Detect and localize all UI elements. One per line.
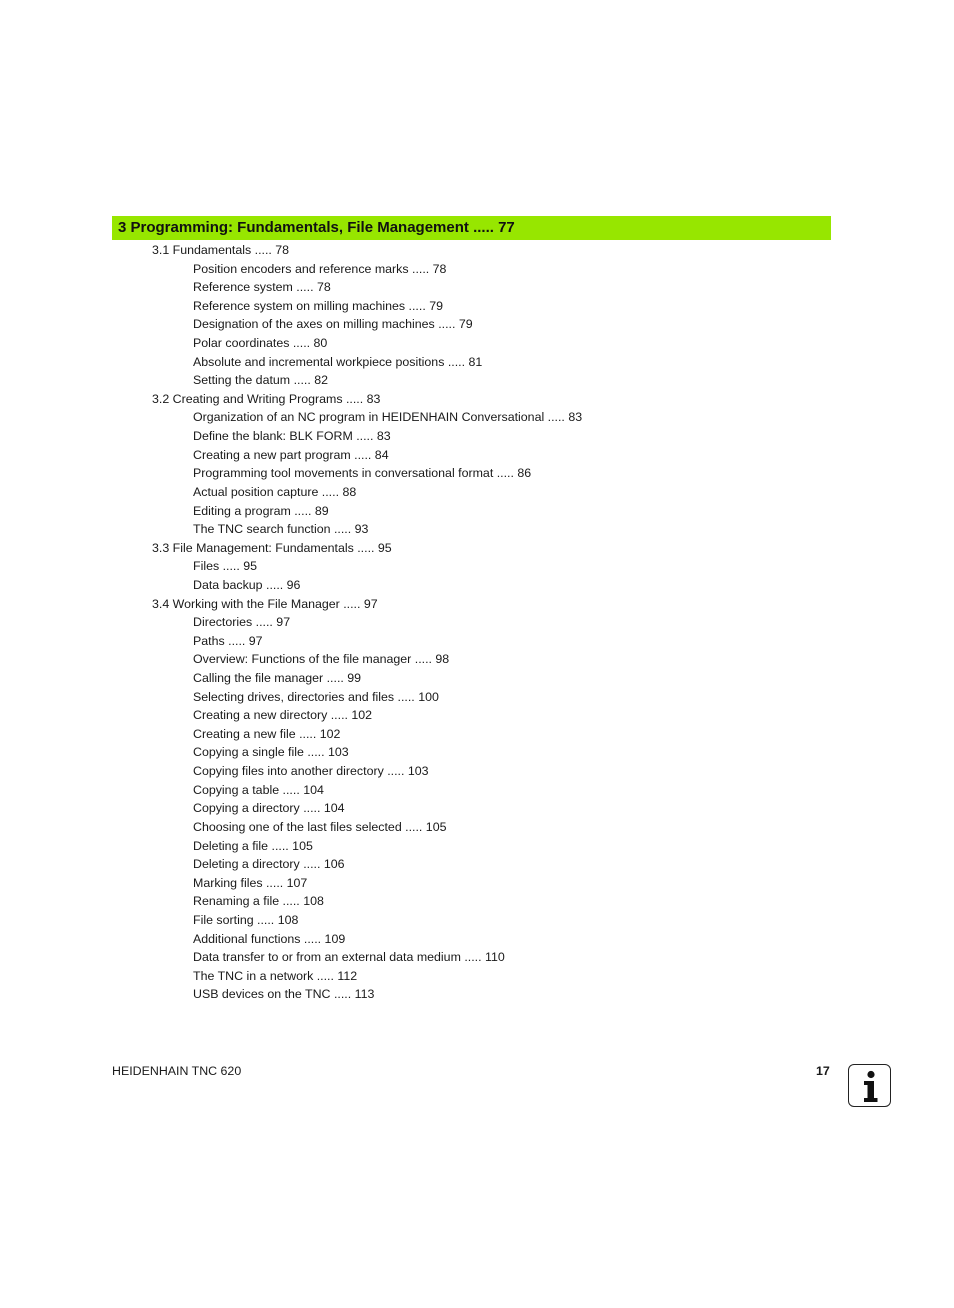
toc-subsection-entry[interactable]: Selecting drives, directories and files ..... 100 xyxy=(193,689,439,704)
info-icon xyxy=(848,1064,891,1107)
toc-subsection-entry[interactable]: Editing a program ..... 89 xyxy=(193,503,329,518)
page-number: 17 xyxy=(816,1064,830,1078)
toc-subsection-entry[interactable]: Data transfer to or from an external data medium ..... 110 xyxy=(193,950,505,965)
toc-subsection-entry[interactable]: Calling the file manager ..... 99 xyxy=(193,671,362,686)
info-glyph xyxy=(849,1065,892,1108)
toc-subsection-entry[interactable]: Creating a new directory ..... 102 xyxy=(193,708,373,723)
toc-subsection-entry[interactable]: Reference system on milling machines ..... 79 xyxy=(193,298,443,313)
toc-subsection-entry[interactable]: Copying a single file ..... 103 xyxy=(193,745,349,760)
toc-subsection-entry[interactable]: Marking files ..... 107 xyxy=(193,875,308,890)
toc-subsection-entry[interactable]: The TNC search function ..... 93 xyxy=(193,522,369,537)
toc-subsection-entry[interactable]: Data backup ..... 96 xyxy=(193,577,301,592)
toc-subsection-entry[interactable]: Position encoders and reference marks ..... 78 xyxy=(193,261,447,276)
toc-subsection-entry[interactable]: Creating a new file ..... 102 xyxy=(193,726,341,741)
toc-subsection-entry[interactable]: Additional functions ..... 109 xyxy=(193,931,346,946)
toc-subsection-entry[interactable]: Choosing one of the last files selected ..... 105 xyxy=(193,819,447,834)
toc-subsection-entry[interactable]: Deleting a directory ..... 106 xyxy=(193,857,345,872)
toc-subsection-entry[interactable]: Setting the datum ..... 82 xyxy=(193,373,329,388)
toc-section-entry[interactable]: 3.3 File Management: Fundamentals ..... 95 xyxy=(152,540,392,555)
toc-subsection-entry[interactable]: Copying files into another directory ..... 103 xyxy=(193,764,429,779)
chapter-title[interactable]: 3 Programming: Fundamentals, File Management ..... 77 xyxy=(118,219,515,236)
toc-subsection-entry[interactable]: Actual position capture ..... 88 xyxy=(193,484,357,499)
footer-manual-title: HEIDENHAIN TNC 620 xyxy=(112,1064,242,1078)
toc-subsection-entry[interactable]: Define the blank: BLK FORM ..... 83 xyxy=(193,429,391,444)
toc-subsection-entry[interactable]: Designation of the axes on milling machines ..... 79 xyxy=(193,317,473,332)
toc-subsection-entry[interactable]: Programming tool movements in conversational format ..... 86 xyxy=(193,466,532,481)
toc-section-entry[interactable]: 3.2 Creating and Writing Programs ..... 83 xyxy=(152,391,381,406)
toc-subsection-entry[interactable]: Renaming a file ..... 108 xyxy=(193,894,324,909)
toc-subsection-entry[interactable]: Deleting a file ..... 105 xyxy=(193,838,313,853)
toc-subsection-entry[interactable]: Copying a table ..... 104 xyxy=(193,782,324,797)
toc-subsection-entry[interactable]: File sorting ..... 108 xyxy=(193,912,299,927)
toc-section-entry[interactable]: 3.1 Fundamentals ..... 78 xyxy=(152,243,290,257)
toc-subsection-entry[interactable]: Polar coordinates ..... 80 xyxy=(193,336,328,351)
toc-subsection-entry[interactable]: Overview: Functions of the file manager ..... 98 xyxy=(193,652,450,667)
toc-subsection-entry[interactable]: Creating a new part program ..... 84 xyxy=(193,447,389,462)
toc-section-entry[interactable]: 3.4 Working with the File Manager ..... 97 xyxy=(152,596,378,611)
table-of-contents xyxy=(0,241,954,1004)
toc-subsection-entry[interactable]: Paths ..... 97 xyxy=(193,633,263,648)
toc-subsection-entry[interactable]: Reference system ..... 78 xyxy=(193,280,331,295)
toc-subsection-entry[interactable]: Copying a directory ..... 104 xyxy=(193,801,345,816)
toc-subsection-entry[interactable]: Files ..... 95 xyxy=(193,559,258,574)
toc-subsection-entry[interactable]: Absolute and incremental workpiece positions ..... 81 xyxy=(193,354,483,369)
toc-subsection-entry[interactable]: Directories ..... 97 xyxy=(193,615,291,630)
chapter-header-bar xyxy=(112,216,831,240)
toc-subsection-entry[interactable]: USB devices on the TNC ..... 113 xyxy=(193,987,375,1002)
toc-subsection-entry[interactable]: The TNC in a network ..... 112 xyxy=(193,968,358,983)
toc-subsection-entry[interactable]: Organization of an NC program in HEIDENHAIN Conversational ..... 83 xyxy=(193,410,583,425)
